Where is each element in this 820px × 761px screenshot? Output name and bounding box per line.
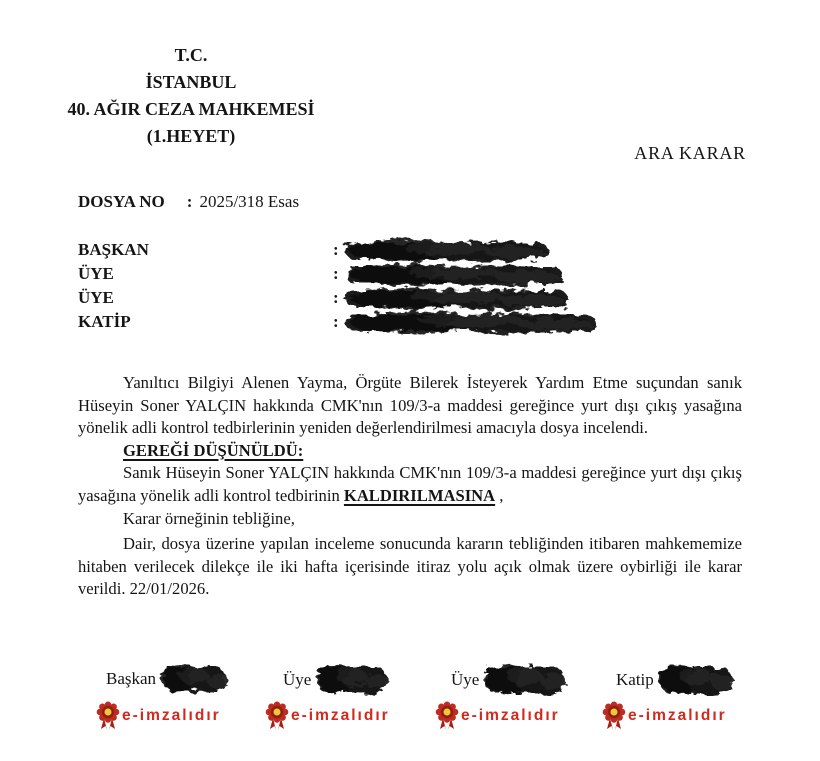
decision-paragraph [78, 462, 742, 507]
e-signature-stamp-text: e-imzalıdır [461, 707, 560, 724]
notice-paragraph: Karar örneğinin tebliğine, [123, 508, 295, 528]
e-signature-stamp [96, 701, 256, 731]
e-signature-stamp-text: e-imzalıdır [291, 707, 390, 724]
panel-block [78, 238, 602, 334]
signature-president [96, 660, 256, 731]
e-signature-stamp-text: e-imzalıdır [628, 707, 727, 724]
decision-text-pre: Sanık Hüseyin Soner YALÇIN hakkında CMK'nın 109/3-a maddesi gereğince yurt dışı çıkış yasağına yönelik adli kontrol tedbirinin [78, 463, 742, 505]
signature-member-1 [265, 660, 425, 731]
header-line-republic: T.C. [174, 45, 208, 65]
header-line-court: 40. AĞIR CEZA MAHKEMESİ [67, 99, 315, 119]
signature-name-line [602, 660, 762, 700]
panel-row-member-2 [78, 286, 602, 310]
seal-rosette-icon [435, 701, 459, 731]
case-number-label: DOSYA NO [78, 192, 165, 211]
decision-emphasis: KALDIRILMASINA [343, 485, 496, 505]
panel-separator: : [333, 240, 339, 259]
signature-member-2 [435, 660, 595, 731]
section-heading: GEREĞİ DÜŞÜNÜLDÜ: [123, 440, 304, 460]
header-line-chamber: (1.HEYET) [146, 126, 236, 146]
signature-name-line [96, 660, 256, 700]
redaction-scribble [158, 660, 230, 698]
court-header [58, 42, 324, 150]
redaction-scribble [340, 308, 602, 338]
section-heading-line [78, 440, 742, 463]
panel-role-label: KATİP [78, 312, 131, 331]
panel-row-president [78, 238, 602, 262]
signature-name-line [435, 660, 595, 700]
case-number-line [78, 192, 299, 212]
panel-row-member-1 [78, 262, 602, 286]
panel-separator: : [333, 312, 339, 331]
signature-clerk [602, 660, 762, 731]
signature-name-line [265, 660, 425, 700]
panel-role-label: ÜYE [78, 288, 114, 307]
intro-paragraph: Yanıltıcı Bilgiyi Alenen Yayma, Örgüte Bilerek İsteyerek Yardım Etme suçundan sanık Hüseyin Soner YALÇIN hakkında CMK'nın 109/3-a maddesi gereğince yurt dışı çıkış yasağına yönelik adli kontrol tedbirlerinin yeniden değerlendirilmesi amacıyla dosya incelendi. [78, 373, 742, 438]
case-number-value: 2025/318 Esas [199, 192, 300, 211]
redaction-scribble [313, 660, 391, 700]
e-signature-stamp [602, 701, 762, 731]
decision-body [78, 372, 742, 601]
e-signature-stamp [435, 701, 595, 731]
redaction-scribble [656, 660, 736, 700]
panel-role-label: BAŞKAN [78, 240, 149, 259]
e-signature-stamp [265, 701, 425, 731]
panel-separator: : [333, 264, 339, 283]
panel-separator: : [333, 288, 339, 307]
header-line-city: İSTANBUL [145, 72, 237, 92]
signature-role-label: Başkan [106, 669, 157, 688]
redaction-scribble [481, 660, 569, 700]
seal-rosette-icon [96, 701, 120, 731]
e-signature-stamp-text: e-imzalıdır [122, 707, 221, 724]
closing-paragraph: Dair, dosya üzerine yapılan inceleme sonucunda kararın tebliğinden itibaren mahkememize hitaben verilecek dilekçe ile iki hafta içerisinde itiraz yolu açık olmak üzere oybirliği ile karar verildi. 22/01/2026. [78, 534, 742, 599]
seal-rosette-icon [265, 701, 289, 731]
seal-rosette-icon [602, 701, 626, 731]
panel-row-clerk [78, 310, 602, 334]
signature-role-label: Üye [451, 670, 480, 689]
signature-role-label: Katip [616, 670, 654, 689]
decision-text-post: , [495, 485, 504, 505]
signature-role-label: Üye [283, 670, 312, 689]
document-title: ARA KARAR [634, 143, 746, 163]
case-number-separator: : [186, 192, 193, 211]
panel-role-label: ÜYE [78, 264, 114, 283]
